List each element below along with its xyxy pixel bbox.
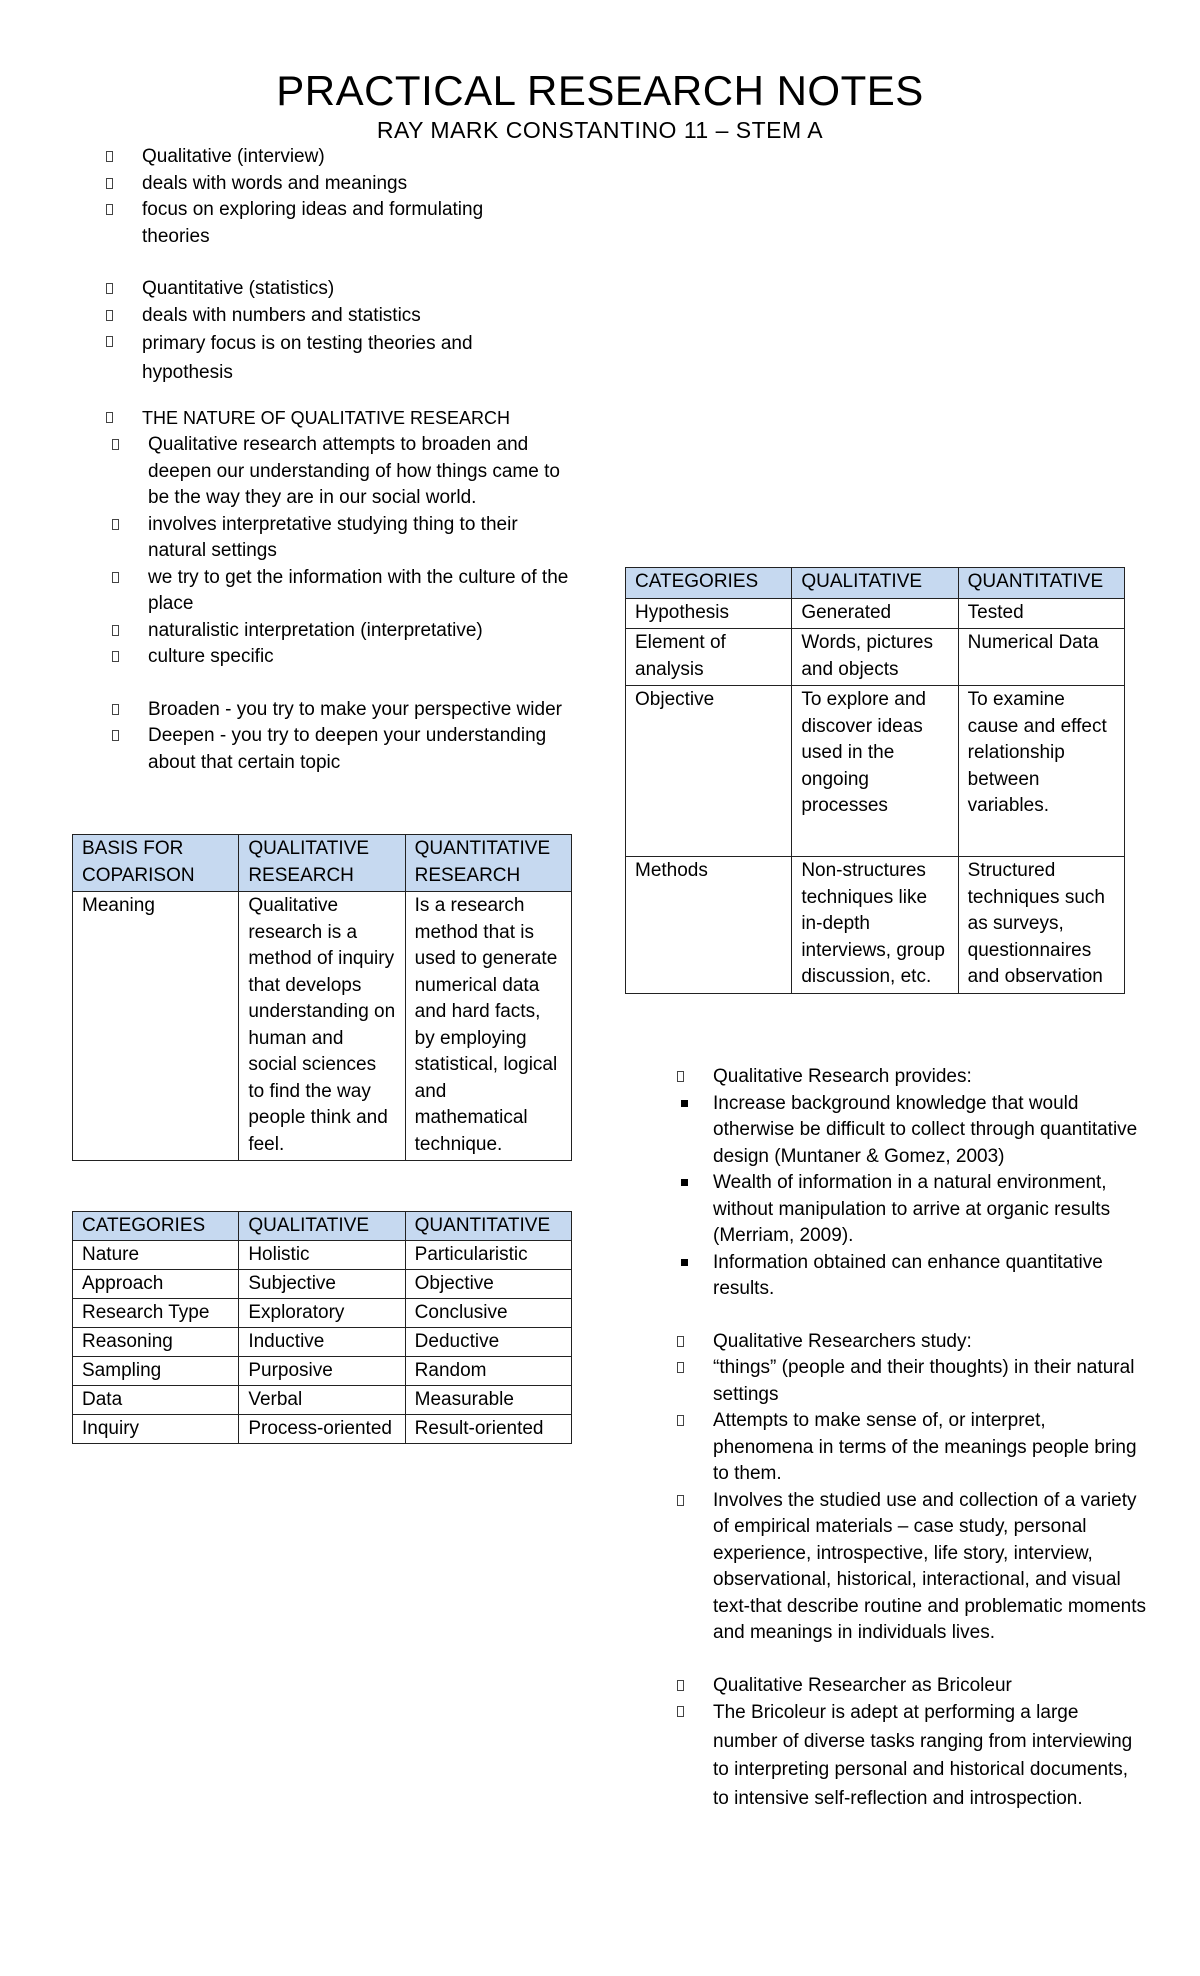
bullet-icon — [677, 1071, 684, 1082]
bullet-icon — [106, 283, 113, 294]
table-cell: Sampling — [73, 1357, 239, 1386]
list-item: deals with words and meanings — [106, 171, 576, 198]
table-cell: Nature — [73, 1241, 239, 1270]
bullet-icon — [106, 204, 113, 215]
table-cell: Non-structures techniques like in-depth interviews, group discussion, etc. — [792, 857, 958, 994]
table-header-row — [73, 835, 572, 892]
table-header-cell: QUALITATIVE RESEARCH — [239, 835, 405, 892]
table-row — [73, 1270, 572, 1299]
list-item: Broaden - you try to make your perspective wider — [112, 697, 572, 724]
table-cell: Result-oriented — [405, 1415, 571, 1444]
right-notes-list — [677, 1064, 1147, 1813]
bullet-icon — [112, 439, 119, 450]
list-item: Quantitative (statistics) — [106, 276, 576, 303]
table-header-cell: QUANTITATIVE — [958, 568, 1124, 599]
table-header-cell: QUALITATIVE — [792, 568, 958, 599]
list-item: Qualitative (interview) — [106, 144, 576, 171]
table-cell: Approach — [73, 1270, 239, 1299]
bullet-icon — [112, 704, 119, 715]
table-cell: Inductive — [239, 1328, 405, 1357]
table-cell: Words, pictures and objects — [792, 629, 958, 686]
bullet-icon — [112, 730, 119, 741]
bullet-icon — [112, 625, 119, 636]
list-item: we try to get the information with the culture of the place — [112, 565, 572, 618]
table-cell: Particularistic — [405, 1241, 571, 1270]
table-row — [73, 1415, 572, 1444]
table-cell: Element of analysis — [626, 629, 792, 686]
table-cell: Exploratory — [239, 1299, 405, 1328]
left-notes-list — [106, 144, 576, 432]
table-header-row — [73, 1212, 572, 1241]
table-row — [73, 1357, 572, 1386]
list-item: Increase background knowledge that would otherwise be difficult to collect through quantitative design (Muntaner & Gomez, 2003) — [677, 1091, 1147, 1171]
list-item: Deepen - you try to deepen your understanding about that certain topic — [112, 723, 572, 776]
list-item: Involves the studied use and collection of a variety of empirical materials – case study, personal experience, introspective, life story, interview, observational, historical, interactional, and visual text-that describe routine and problematic moments and meanings in individuals lives. — [677, 1488, 1147, 1647]
table-cell: Hypothesis — [626, 598, 792, 629]
table-header-cell: CATEGORIES — [626, 568, 792, 599]
table-cell: Is a research method that is used to generate numerical data and hard facts, by employing statistical, logical and mathematical technique. — [405, 892, 571, 1161]
table-row — [73, 1328, 572, 1357]
table-cell: Objective — [405, 1270, 571, 1299]
table-cell: Inquiry — [73, 1415, 239, 1444]
table-cell: Numerical Data — [958, 629, 1124, 686]
table-cell: Tested — [958, 598, 1124, 629]
table-header-cell: CATEGORIES — [73, 1212, 239, 1241]
list-item: focus on exploring ideas and formulating theories — [106, 197, 576, 250]
list-item: Qualitative research attempts to broaden and deepen our understanding of how things came to be the way they are in our social world. — [112, 432, 572, 512]
list-item: “things” (people and their thoughts) in their natural settings — [677, 1355, 1147, 1408]
table-row — [626, 629, 1125, 686]
table-cell: Generated — [792, 598, 958, 629]
table-cell: To explore and discover ideas used in the ongoing processes — [792, 686, 958, 857]
table-cell: Research Type — [73, 1299, 239, 1328]
nature-list — [112, 432, 572, 776]
bullet-icon — [106, 178, 113, 189]
bullet-icon — [106, 310, 113, 321]
list-item: Attempts to make sense of, or interpret, phenomena in terms of the meanings people bring to them. — [677, 1408, 1147, 1488]
table-cell: Holistic — [239, 1241, 405, 1270]
list-item: culture specific — [112, 644, 572, 671]
list-item: deals with numbers and statistics — [106, 303, 576, 330]
section-heading-bricoleur: Qualitative Researcher as Bricoleur — [677, 1673, 1147, 1700]
table-cell: Conclusive — [405, 1299, 571, 1328]
bullet-icon — [106, 151, 113, 162]
table-cell: Data — [73, 1386, 239, 1415]
comparison-table — [72, 834, 572, 1161]
table-cell: Methods — [626, 857, 792, 994]
qual-quant-table — [625, 567, 1125, 994]
table-cell: Process-oriented — [239, 1415, 405, 1444]
section-heading-study: Qualitative Researchers study: — [677, 1329, 1147, 1356]
table-row — [626, 598, 1125, 629]
table-cell: Meaning — [73, 892, 239, 1161]
list-item: naturalistic interpretation (interpretative) — [112, 618, 572, 645]
square-bullet-icon — [681, 1179, 688, 1186]
list-item: Wealth of information in a natural environment, without manipulation to arrive at organic results (Merriam, 2009). — [677, 1170, 1147, 1250]
table-row — [626, 686, 1125, 857]
list-item: involves interpretative studying thing to their natural settings — [112, 512, 572, 565]
section-heading-nature: THE NATURE OF QUALITATIVE RESEARCH — [106, 405, 576, 432]
table-row — [73, 1241, 572, 1270]
categories-table — [72, 1211, 572, 1444]
table-cell: Qualitative research is a method of inquiry that develops understanding on human and social sciences to find the way people think and feel. — [239, 892, 405, 1161]
table-row — [626, 857, 1125, 994]
table-cell: Structured techniques such as surveys, questionnaires and observation — [958, 857, 1124, 994]
table-cell: Random — [405, 1357, 571, 1386]
section-heading-provides: Qualitative Research provides: — [677, 1064, 1147, 1091]
table-cell: To examine cause and effect relationship between variables. — [958, 686, 1124, 857]
bullet-icon — [677, 1362, 684, 1373]
list-item: Information obtained can enhance quantitative results. — [677, 1250, 1147, 1303]
table-row — [73, 1386, 572, 1415]
table-header-cell: QUALITATIVE — [239, 1212, 405, 1241]
table-header-row — [626, 568, 1125, 599]
page-title: PRACTICAL RESEARCH NOTES — [276, 67, 924, 114]
table-row — [73, 1299, 572, 1328]
bullet-icon — [112, 651, 119, 662]
table-header-cell: QUANTITATIVE — [405, 1212, 571, 1241]
bullet-icon — [677, 1495, 684, 1506]
square-bullet-icon — [681, 1100, 688, 1107]
table-row — [73, 892, 572, 1161]
bullet-icon — [677, 1680, 684, 1691]
table-cell: Verbal — [239, 1386, 405, 1415]
bullet-icon — [112, 572, 119, 583]
bullet-icon — [677, 1415, 684, 1426]
table-cell: Subjective — [239, 1270, 405, 1299]
bullet-icon — [106, 412, 113, 423]
table-header-cell: QUANTITATIVE RESEARCH — [405, 835, 571, 892]
list-item: The Bricoleur is adept at performing a large number of diverse tasks ranging from interviewing to interpreting personal and historical documents, to intensive self-reflection and introspection. — [677, 1699, 1147, 1813]
table-cell: Measurable — [405, 1386, 571, 1415]
bullet-icon — [112, 519, 119, 530]
bullet-icon — [106, 336, 113, 347]
page-subtitle: RAY MARK CONSTANTINO 11 – STEM A — [376, 117, 824, 143]
square-bullet-icon — [681, 1259, 688, 1266]
table-cell: Reasoning — [73, 1328, 239, 1357]
table-cell: Purposive — [239, 1357, 405, 1386]
table-cell: Objective — [626, 686, 792, 857]
list-item: primary focus is on testing theories and hypothesis — [106, 329, 576, 387]
table-cell: Deductive — [405, 1328, 571, 1357]
bullet-icon — [677, 1706, 684, 1717]
bullet-icon — [677, 1336, 684, 1347]
table-header-cell: BASIS FOR COPARISON — [73, 835, 239, 892]
